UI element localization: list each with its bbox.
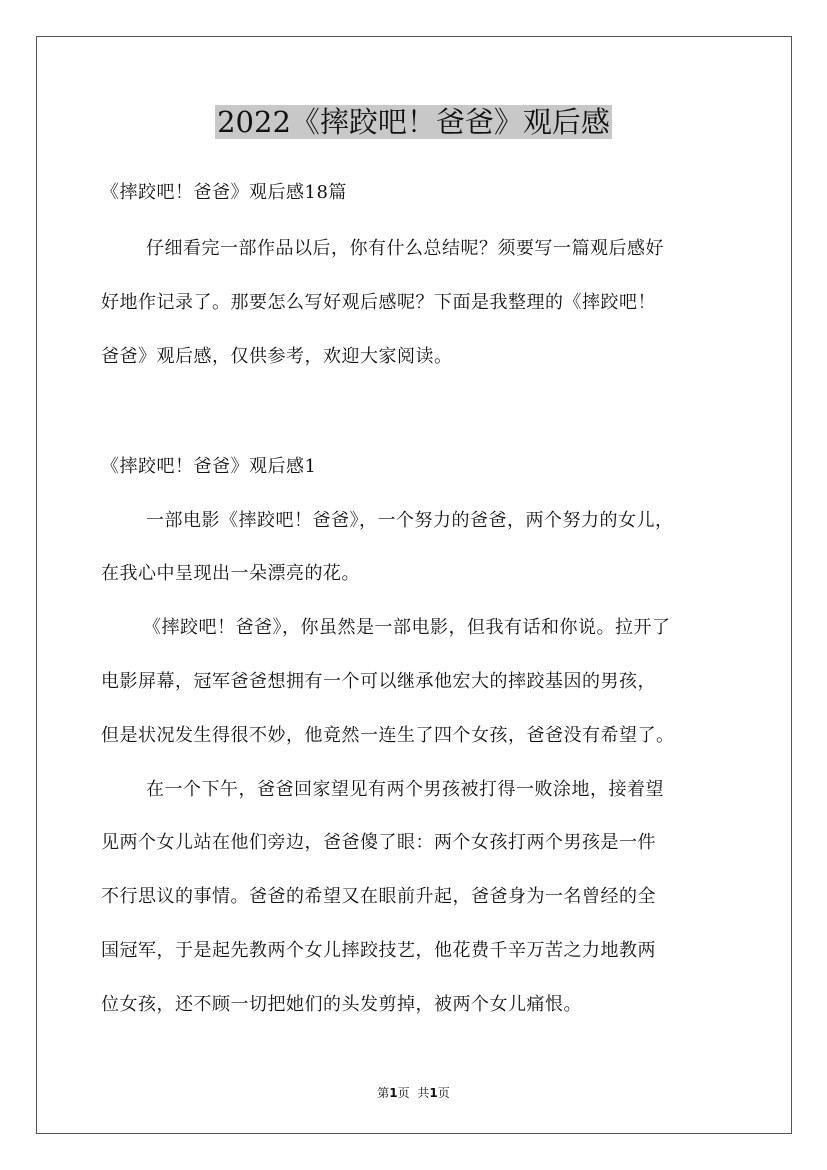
footer-page-suffix: 页 [397,1086,410,1100]
document-title [0,100,827,144]
paragraph-line: 国冠军，于是起先教两个女儿摔跤技艺，他花费千辛万苦之力地教两 [101,940,656,961]
page-footer [0,1085,827,1101]
footer-total-number: 1 [429,1086,438,1100]
paragraph-line: 见两个女儿站在他们旁边，爸爸傻了眼：两个女孩打两个男孩是一件 [101,832,656,853]
paragraph-line: 仔细看完一部作品以后，你有什么总结呢？须要写一篇观后感好 [146,238,664,259]
subtitle: 《摔跤吧！爸爸》观后感18篇 [101,182,347,203]
paragraph-line: 《摔跤吧！爸爸》，你虽然是一部电影，但我有话和你说。拉开了 [143,617,671,638]
document-title-text: 2022《摔跤吧！爸爸》观后感 [217,105,610,139]
paragraph-line: 一部电影《摔跤吧！爸爸》，一个努力的爸爸，两个努力的女儿， [146,510,674,531]
footer-page-prefix: 第 [377,1086,390,1100]
footer-total-suffix: 页 [437,1086,450,1100]
footer-total-prefix: 共 [417,1086,430,1100]
paragraph-line: 不行思议的事情。爸爸的希望又在眼前升起，爸爸身为一名曾经的全 [101,886,656,907]
paragraph-line: 电影屏幕，冠军爸爸想拥有一个可以继承他宏大的摔跤基因的男孩， [101,671,656,692]
paragraph-line: 但是状况发生得很不妙，他竟然一连生了四个女孩，爸爸没有希望了。 [101,725,675,746]
paragraph-line: 在我心中呈现出一朵漂亮的花。 [101,563,360,584]
section-heading: 《摔跤吧！爸爸》观后感1 [101,456,317,477]
paragraph-line: 好地作记录了。那要怎么写好观后感呢？下面是我整理的《摔跤吧！ [101,292,656,313]
paragraph-line: 在一个下午，爸爸回家望见有两个男孩被打得一败涂地，接着望 [146,779,664,800]
paragraph-line: 位女孩，还不顾一切把她们的头发剪掉，被两个女儿痛恨。 [101,994,582,1015]
footer-page-number: 1 [389,1086,398,1100]
paragraph-line: 爸爸》观后感，仅供参考，欢迎大家阅读。 [101,346,453,367]
